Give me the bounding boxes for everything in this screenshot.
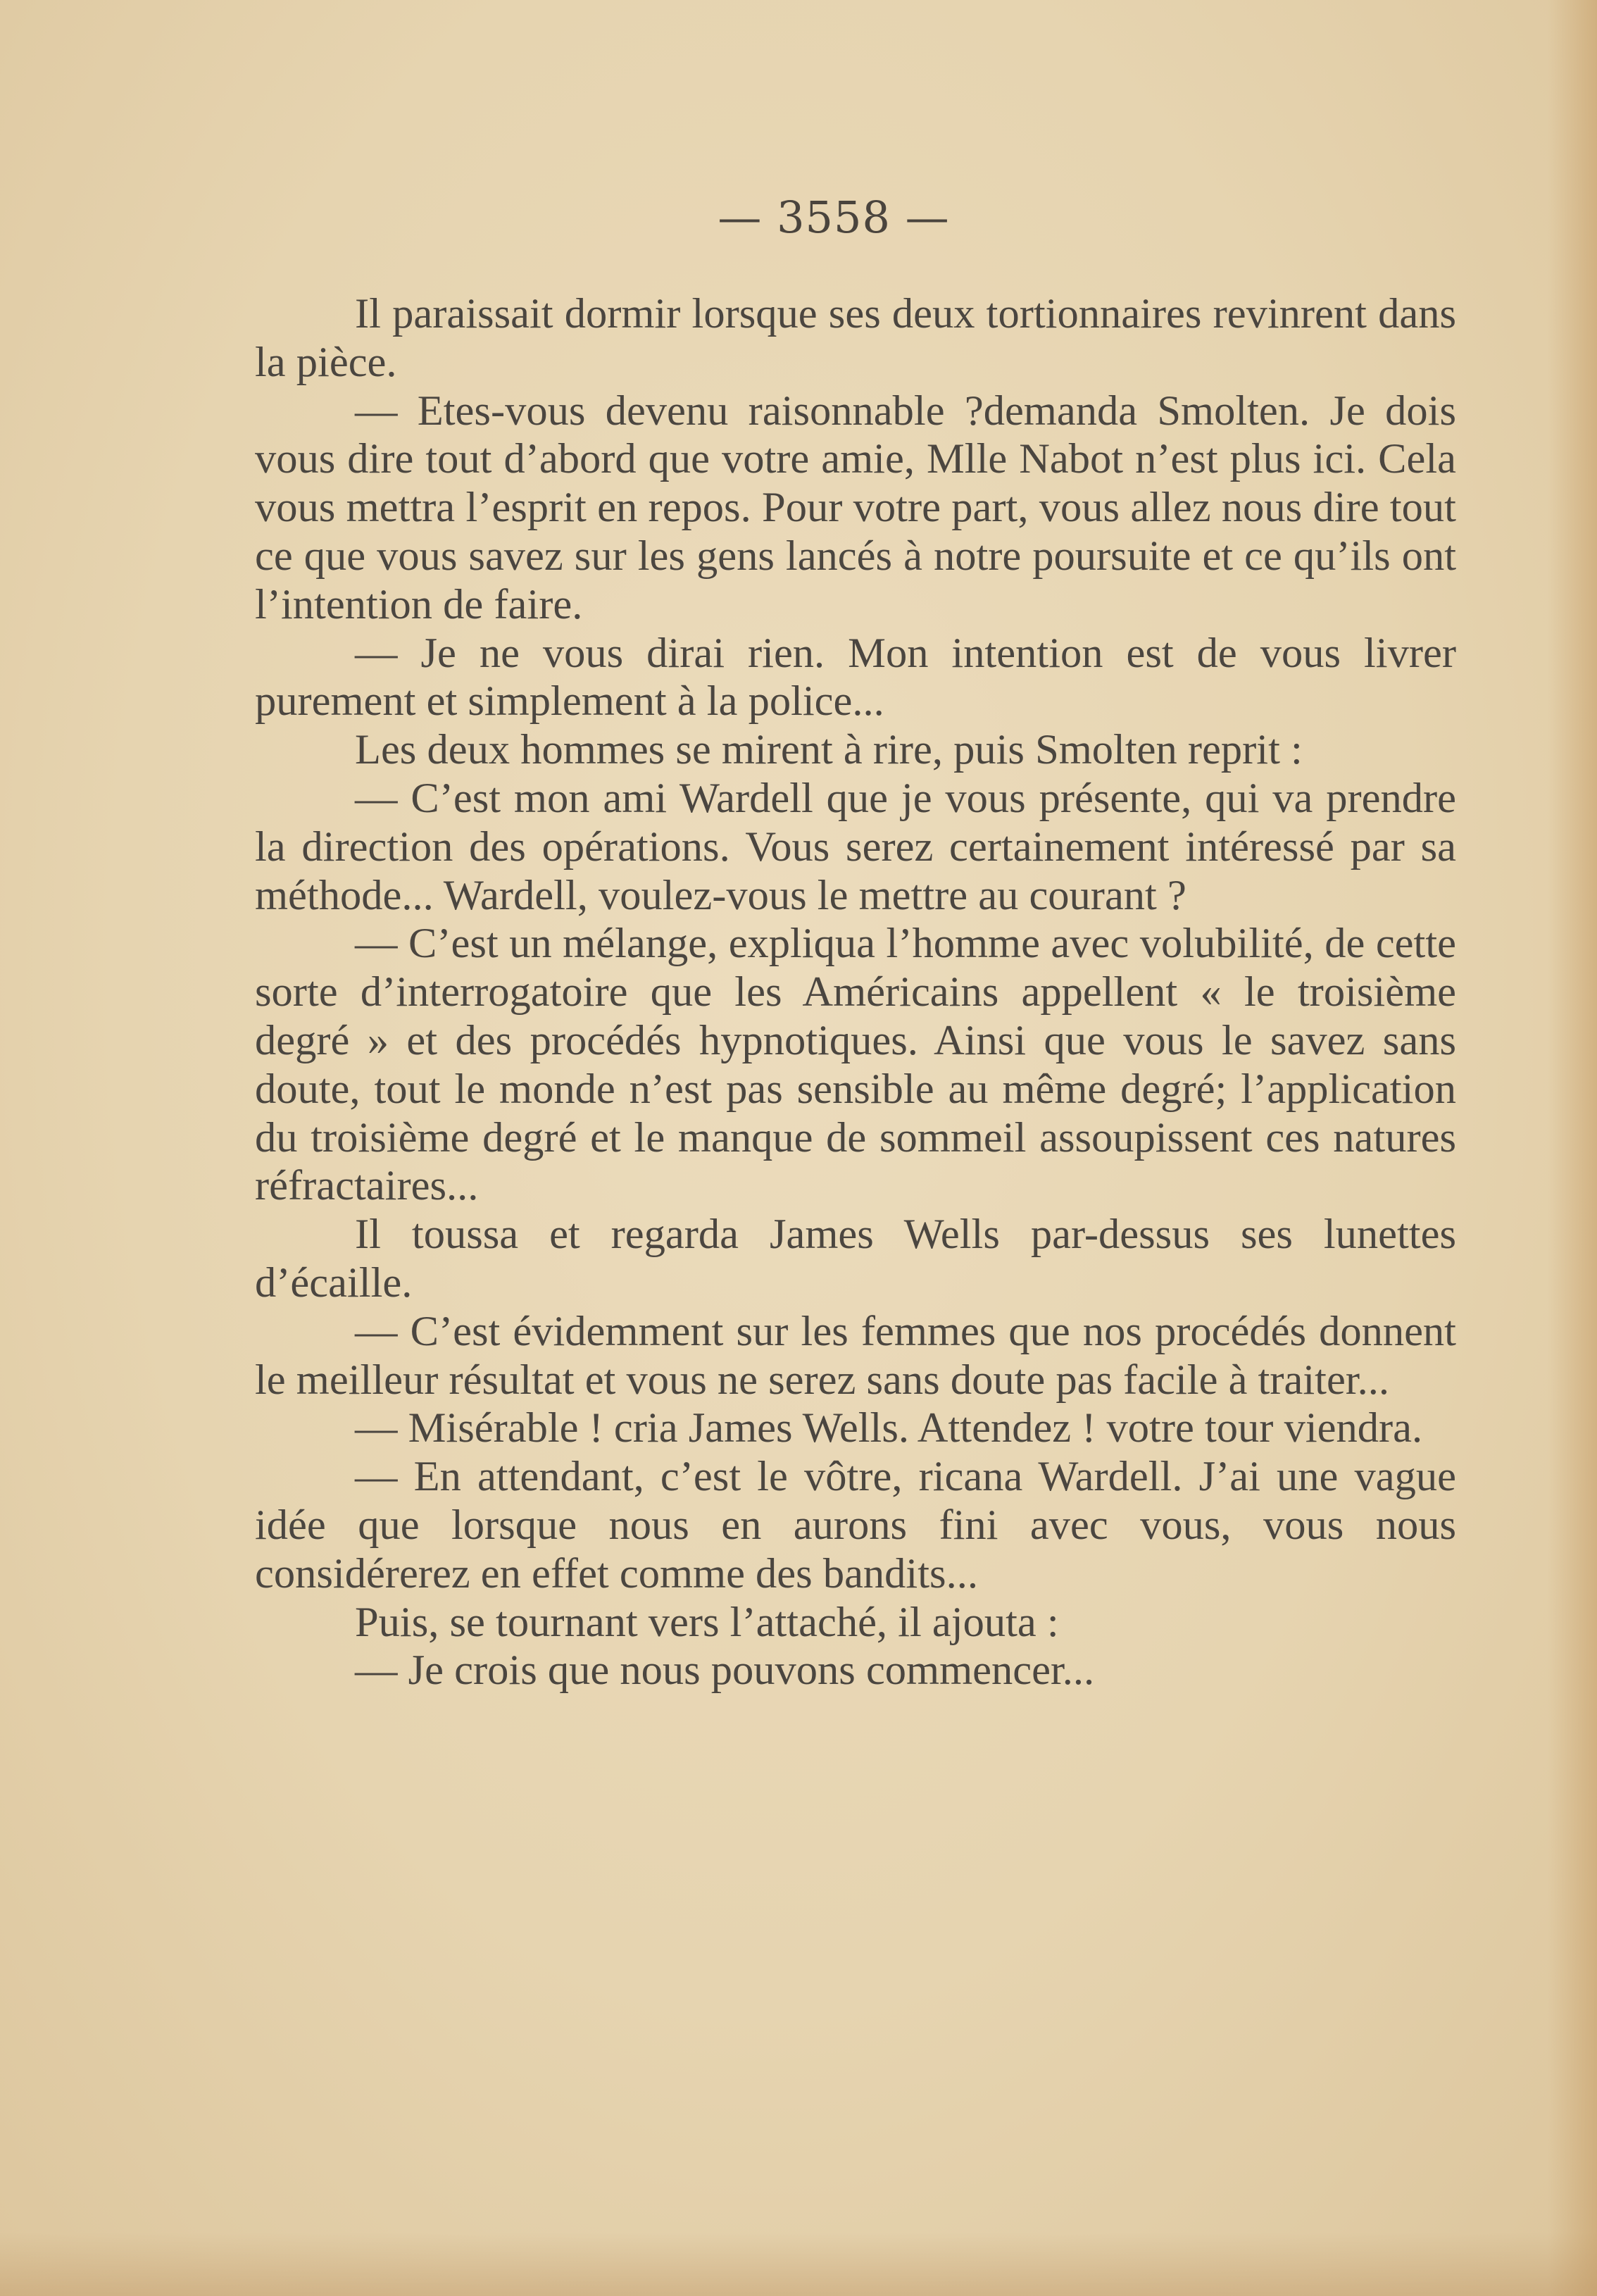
body-text	[255, 290, 1456, 1695]
paragraph: — Etes-vous devenu raisonnable ?demanda Smolten. Je dois vous dire tout d’abord que votre amie, Mlle Nabot n’est plus ici. Cela vous mettra l’esprit en repos. Pour votre part, vous allez nous dire tout ce que vous savez sur les gens lancés à notre poursuite et ce qu’ils ont l’intention de faire.	[255, 387, 1456, 628]
paragraph: — Misérable ! cria James Wells. Attendez ! votre tour viendra.	[355, 1404, 1423, 1452]
paragraph: — Je crois que nous pouvons commencer...	[355, 1647, 1095, 1695]
paragraph: Puis, se tournant vers l’attaché, il ajouta :	[355, 1598, 1059, 1646]
page-bottom-shadow	[0, 2233, 1597, 2296]
paragraph: — C’est un mélange, expliqua l’homme avec volubilité, de cette sorte d’interrogatoire que les Américains appellent « le troisième degré » et des procédés hypnotiques. Ainsi que vous le savez sans doute, tout le monde n’est pas sensible au même degré; l’application du troisième degré et le manque de sommeil assoupissent ces natures réfractaires...	[255, 920, 1456, 1210]
paragraph: — C’est évidemment sur les femmes que nos procédés donnent le meilleur résultat et vous ne serez sans doute pas facile à traiter...	[255, 1307, 1456, 1404]
paragraph: — Je ne vous dirai rien. Mon intention est de vous livrer purement et simplement à la police...	[255, 629, 1456, 725]
paragraph: Il paraissait dormir lorsque ses deux tortionnaires revinrent dans la pièce.	[255, 290, 1456, 386]
paragraph: — En attendant, c’est le vôtre, ricana Wardell. J’ai une vague idée que lorsque nous en aurons fini avec vous, vous nous considérerez en effet comme des bandits...	[255, 1453, 1456, 1597]
paragraph: Les deux hommes se mirent à rire, puis Smolten reprit :	[355, 726, 1303, 774]
page-edge-shadow	[1548, 0, 1597, 2296]
paragraph: — C’est mon ami Wardell que je vous présente, qui va prendre la direction des opérations. Vous serez certainement intéressé par sa méthode... Wardell, voulez-vous le mettre au courant ?	[255, 774, 1456, 919]
page-number: — 3558 —	[718, 192, 950, 243]
paragraph: Il toussa et regarda James Wells par-dessus ses lunettes d’écaille.	[255, 1211, 1456, 1306]
